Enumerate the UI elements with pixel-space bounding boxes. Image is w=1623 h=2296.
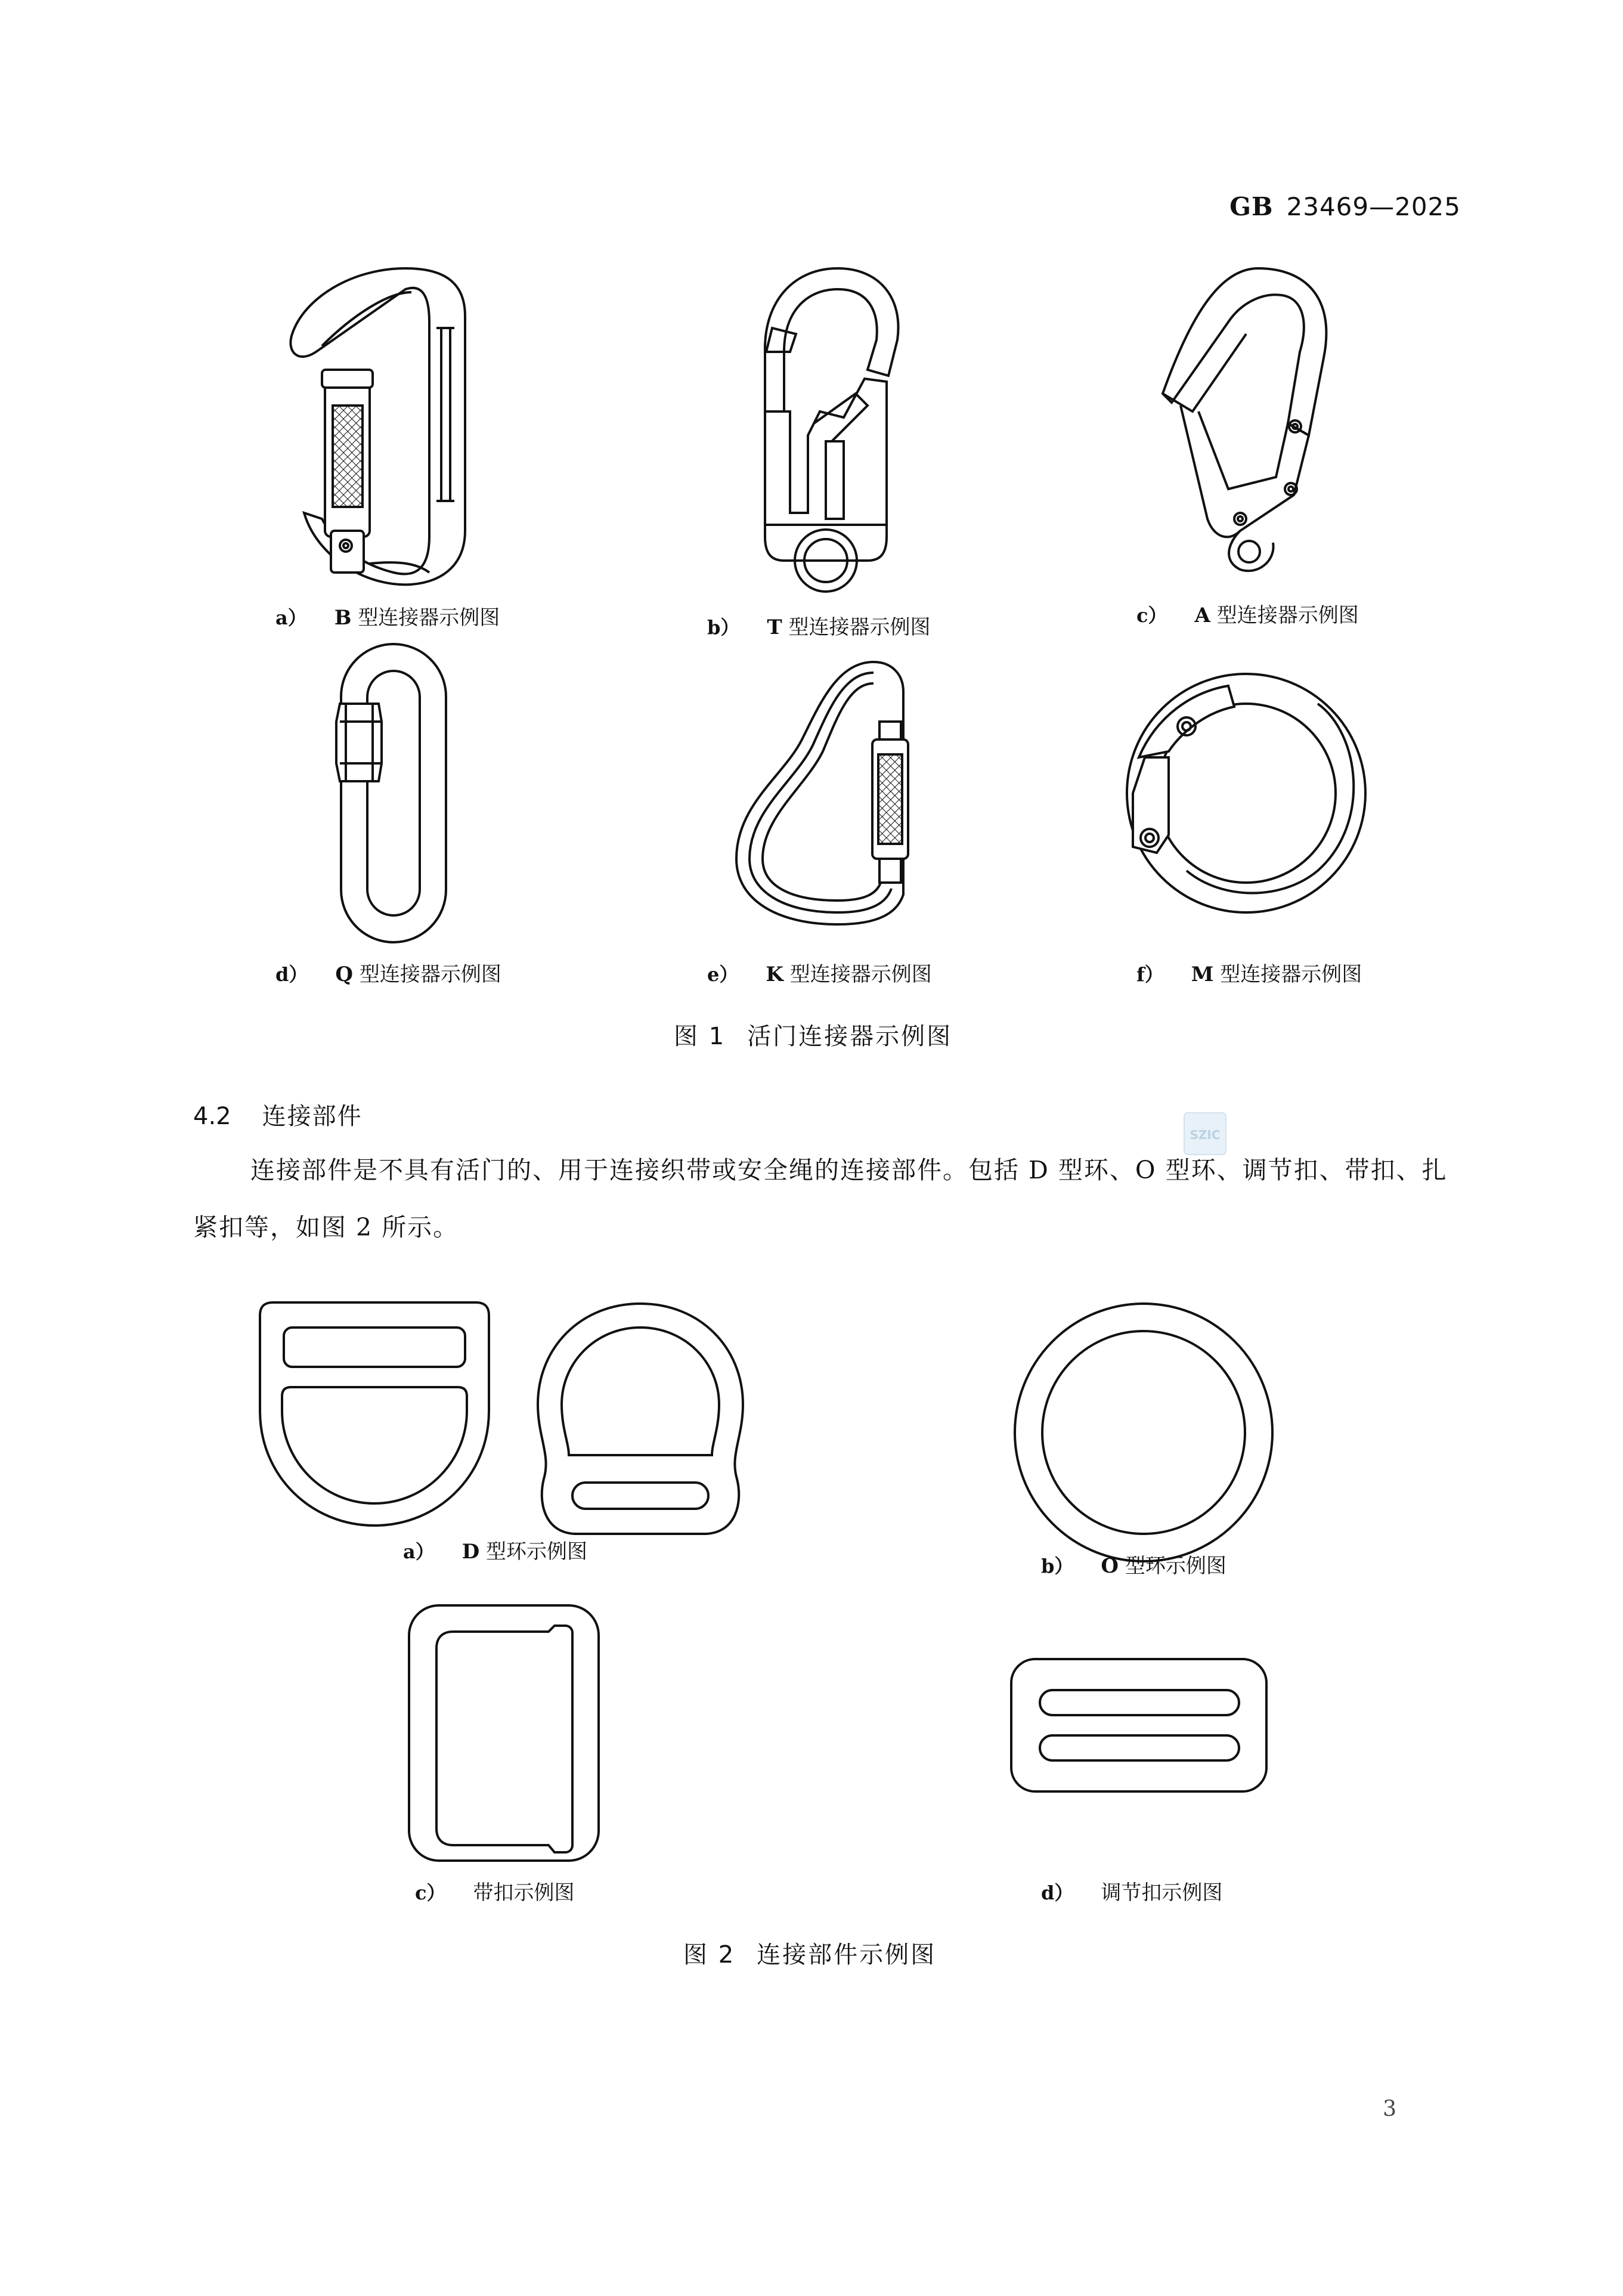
fig1-caption-d: d） Q 型连接器示例图 [275,963,501,986]
b-type-carabiner-drawing [280,262,507,596]
fig1-caption-b: b） T 型连接器示例图 [707,615,931,639]
m-type-ring-connector-drawing [1121,668,1371,918]
adjuster-buckle-drawing [1008,1656,1270,1795]
standard-prefix: GB [1229,192,1274,221]
d-ring-drawing [533,1300,748,1539]
fig1-caption-f: f） M 型连接器示例图 [1136,963,1362,986]
standard-number [1229,192,1461,221]
watermark-text: SZIC [1190,1128,1221,1142]
figure2-title: 图 2 连接部件示例图 [683,1941,937,1969]
fig2-caption-c: c） 带扣示例图 [415,1881,575,1905]
fig2-caption-b: b） O 型环示例图 [1041,1554,1226,1578]
a-type-snap-hook-drawing [1157,262,1336,573]
page-number: 3 [1383,2097,1396,2121]
k-type-connector-drawing [730,656,927,930]
fig1-caption-c: c） A 型连接器示例图 [1136,604,1359,627]
fig2-caption-d: d） 调节扣示例图 [1041,1881,1223,1905]
figure1-title: 图 1 活门连接器示例图 [674,1023,953,1050]
fig2-caption-a: a） D 型环示例图 [403,1540,588,1564]
body-paragraph: 连接部件是不具有活门的、用于连接织带或安全绳的连接部件。包括 D 型环、O 型环、调节扣、带扣、扎紧扣等，如图 2 所示。 [193,1156,1448,1242]
section-heading: 4.2 连接部件 [193,1103,363,1130]
buckle-drawing [405,1602,602,1864]
d-ring-strap-drawing [255,1298,494,1530]
fig1-caption-a: a） B 型连接器示例图 [275,606,500,630]
standard-code: 23469—2025 [1286,192,1461,221]
t-type-snap-hook-drawing [748,262,903,596]
fig1-caption-e: e） K 型连接器示例图 [707,963,932,986]
o-ring-drawing [1011,1300,1276,1565]
q-type-quick-link-drawing [334,638,453,948]
